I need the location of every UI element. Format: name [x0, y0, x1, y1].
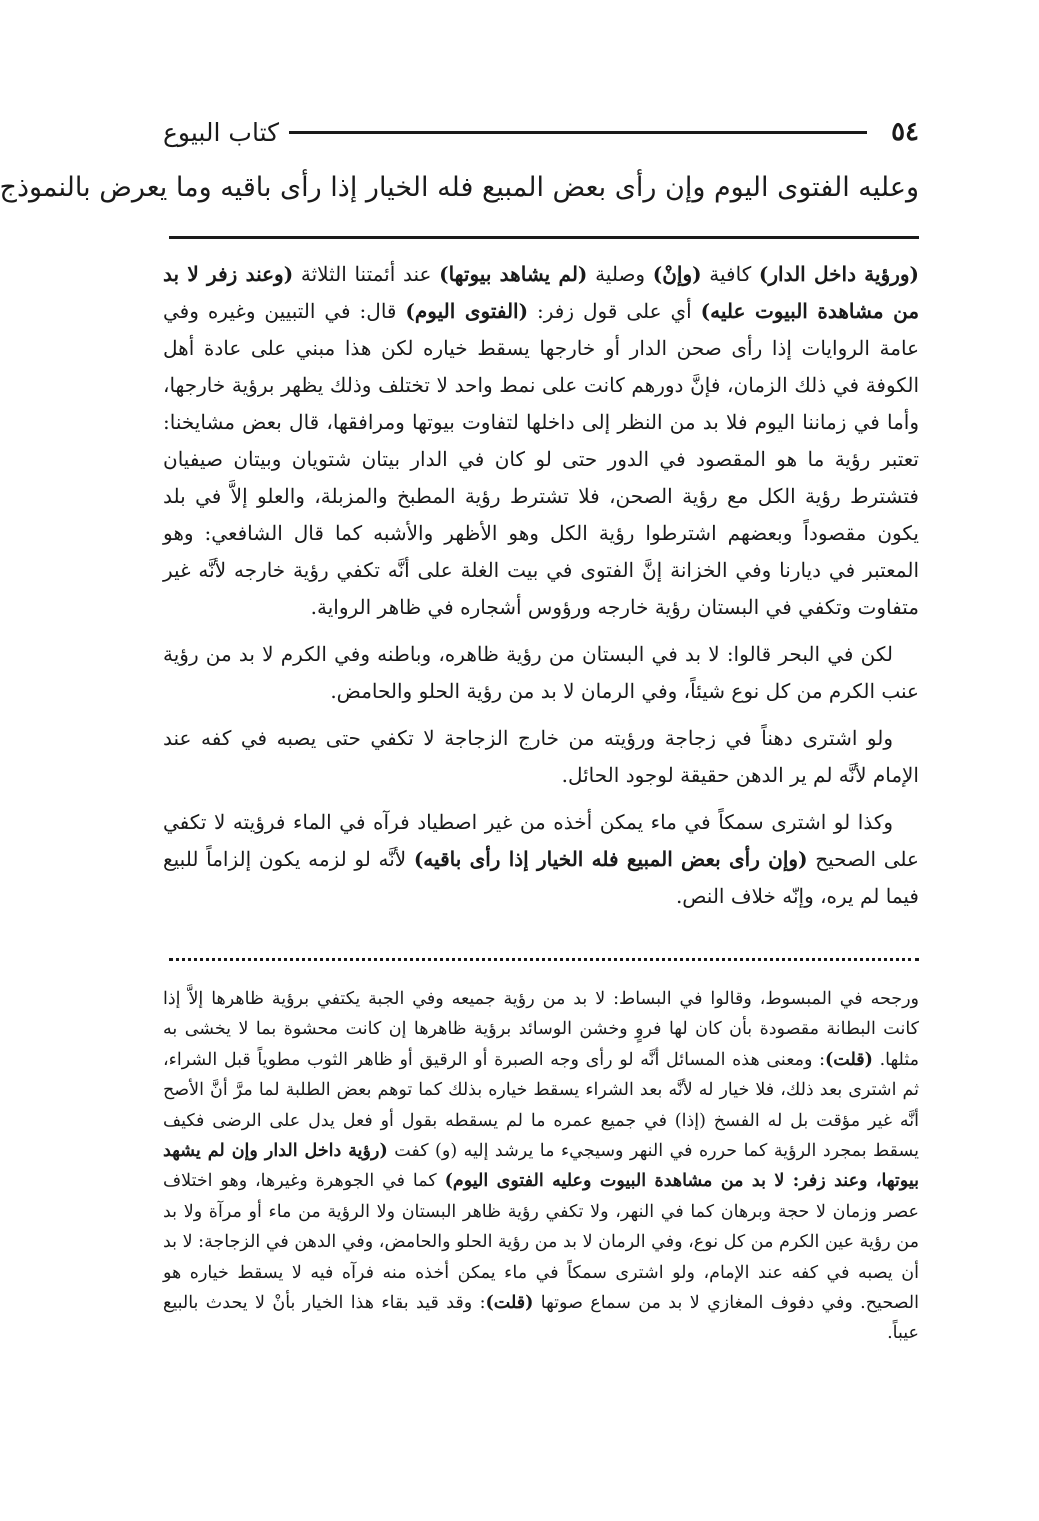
bold-text-run: (لم يشاهد بيوتها) [439, 262, 588, 286]
text-run: أي على قول زفر: [528, 299, 701, 323]
page-number: ٥٤ [891, 117, 919, 147]
text-run: ورجحه في المبسوط، وقالوا في البساط: لا بد من رؤية جميعه وفي الجبة يكتفي برؤية ظاهرها إلاَّ إذا كانت البطانة مقصودة بأن كان لها فروٍ وخشن الوسائد برؤية ظاهرها إن كانت محشوة بما لا يخشى به مثلها. [163, 989, 919, 1070]
text-run: : ومعنى هذه المسائل أنَّه لو رأى وجه الصبرة أو الرقيق أو ظاهر الثوب مطوياً قبل الشراء، ثم اشترى بعد ذلك، فلا خيار له لأنَّه بعد الشراء يسقط خياره بذلك كما توهم بعض الطلبة لما مرَّ أنَّ الأصح أنَّه غير مؤقت بل له الفسخ (إذا) في جميع عمره ما لم يسقطه بقول أو فعل يدل على الرضى فكيف يسقط بمجرد الرؤية كما حرره في النهر وسيجيء ما يرشد إليه (و) كفت [163, 1049, 919, 1162]
bold-text-run: (قلت) [485, 1293, 534, 1314]
bold-text-run: (الفتوى اليوم) [405, 299, 529, 323]
matn-text: وعليه الفتوى اليوم وإن رأى بعض المبيع فله الخيار إذا رأى باقيه وما يعرض بالنموذج [0, 172, 919, 203]
matn-separator [169, 236, 919, 239]
text-run: لأنَّه لو لزمه يكون إلزاماً للبيع فيما لم يره، وإنّه خلاف النص. [163, 847, 919, 908]
commentary-paragraph-4 [163, 804, 919, 915]
bold-text-run: (وإنْ) [652, 262, 702, 286]
gloss-paragraph [163, 984, 919, 1349]
text-run: عند أئمتنا الثلاثة [293, 262, 440, 286]
text-run: : وقد قيد بقاء هذا الخيار بأنْ لا يحدث بالبيع عيباً. [163, 1293, 919, 1344]
commentary-paragraph-2: لكن في البحر قالوا: لا بد في البستان من رؤية ظاهره، وباطنه وفي الكرم لا بد من رؤية عنب الكرم من كل نوع شيئاً، وفي الرمان لا بد من رؤية الحلو والحامض. [163, 642, 919, 703]
bold-text-run: (رؤية داخل الدار وإن لم يشهد بيوتها، وعند زفر: لا بد من مشاهدة البيوت وعليه الفتوى اليوم) [163, 1141, 919, 1192]
commentary [163, 256, 919, 925]
commentary-paragraph-3: ولو اشترى دهناً في زجاجة ورؤيته من خارج الزجاجة لا تكفي حتى يصبه في كفه عند الإمام لأنَّه لم ير الدهن حقيقة لوجود الحائل. [163, 726, 919, 787]
running-header [163, 112, 919, 152]
book-title: كتاب البيوع [163, 117, 280, 147]
bold-text-run: (وإن رأى بعض المبيع فله الخيار إذا رأى باقيه) [413, 847, 808, 871]
bold-text-run: (وعند زفر لا بد من مشاهدة البيوت عليه) [163, 262, 920, 323]
header-rule [289, 131, 867, 134]
gloss-notes [163, 984, 919, 1349]
text-run: وصلية [587, 262, 653, 286]
commentary-paragraph-1 [163, 256, 919, 626]
text-run: قال: في التبيين وغيره وفي عامة الروايات إذا رأى صحن الدار أو خارجها يسقط خياره لكن هذا مبني على عادة أهل الكوفة في ذلك الزمان، فإنَّ دورهم كانت على نمط واحد لا تختلف وذلك يظهر برؤية خارجها، وأما في زماننا اليوم فلا بد من النظر إلى داخلها لتفاوت بيوتها ومرافقها، قال بعض مشايخنا: تعتبر رؤية ما هو المقصود في الدور حتى لو كان في الدار بيتان شتويان وبيتان صيفيان فتشترط رؤية الكل مع رؤية الصحن، فلا تشترط رؤية المطبخ والمزبلة، والعلو إلاَّ في بلد يكون مقصوداً وبعضهم اشترطوا رؤية الكل وهو الأظهر والأشبه كما قال الشافعي: وهو المعتبر في ديارنا وفي الخزانة إنَّ الفتوى في بيت الغلة على أنَّه تكفي رؤية خارجه لأنَّه غير متفاوت وتكفي في البستان رؤية خارجه ورؤوس أشجاره في ظاهر الرواية. [163, 299, 920, 619]
bold-text-run: (قلت) [825, 1049, 873, 1070]
footnote-separator [169, 958, 919, 967]
text-run: وكذا لو اشترى سمكاً في ماء يمكن أخذه من غير اصطياد فرآه في الماء فرؤيته لا تكفي على الصحيح [163, 810, 919, 871]
text-run: كما في الجوهرة وغيرها، وهو اختلاف عصر وزمان لا حجة وبرهان كما في النهر، ولا تكفي رؤية ظاهر البستان ولا الرؤية من ماء أو مرآة ولا بد من رؤية عين الكرم من كل نوع، وفي الرمان لا بد من رؤية الحلو والحامض، وفي الدهن في الزجاجة: لا بد أن يصبه في كفه عند الإمام، ولو اشترى سمكاً في ماء يمكن أخذه منه فرآه فيه لا يسقط خياره هو الصحيح. وفي دفوف المغازي لا بد من سماع صوتها [163, 1171, 919, 1314]
text-run: كافية [701, 262, 759, 286]
bold-text-run: (ورؤية داخل الدار) [758, 262, 920, 286]
